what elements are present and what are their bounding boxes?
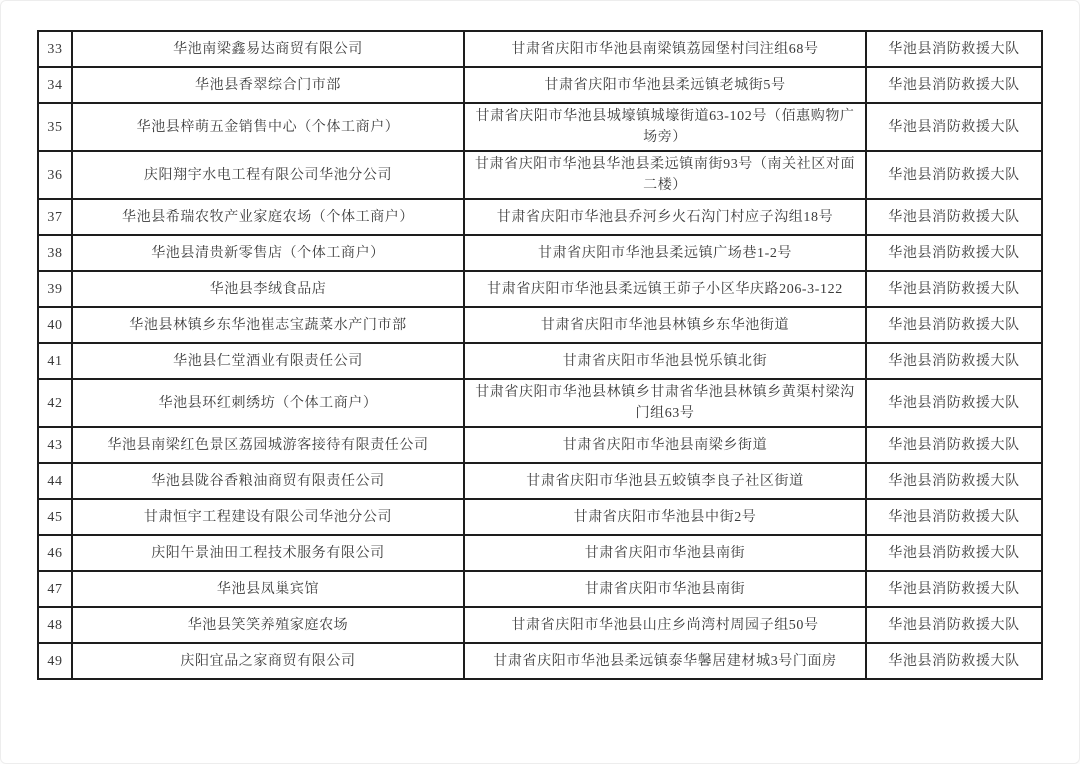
address-cell: 甘肃省庆阳市华池县柔远镇广场巷1-2号 — [464, 235, 866, 271]
address-cell: 甘肃省庆阳市华池县柔远镇泰华馨居建材城3号门面房 — [464, 643, 866, 679]
unit-cell: 华池县消防救援大队 — [866, 307, 1042, 343]
row-number-cell: 33 — [38, 31, 72, 67]
unit-cell: 华池县消防救援大队 — [866, 499, 1042, 535]
company-name-cell: 华池县仁堂酒业有限责任公司 — [72, 343, 464, 379]
company-name-cell: 华池南梁鑫易达商贸有限公司 — [72, 31, 464, 67]
table-row — [38, 343, 1042, 379]
row-number-cell: 39 — [38, 271, 72, 307]
company-name-cell: 华池县环红刺绣坊（个体工商户） — [72, 379, 464, 427]
row-number-cell: 48 — [38, 607, 72, 643]
unit-cell: 华池县消防救援大队 — [866, 571, 1042, 607]
address-cell: 甘肃省庆阳市华池县中街2号 — [464, 499, 866, 535]
company-name-cell: 华池县清贵新零售店（个体工商户） — [72, 235, 464, 271]
table-row — [38, 535, 1042, 571]
address-cell: 甘肃省庆阳市华池县林镇乡东华池街道 — [464, 307, 866, 343]
table-row — [38, 151, 1042, 199]
table-row — [38, 499, 1042, 535]
table-row — [38, 271, 1042, 307]
row-number-cell: 45 — [38, 499, 72, 535]
row-number-cell: 41 — [38, 343, 72, 379]
unit-cell: 华池县消防救援大队 — [866, 379, 1042, 427]
company-name-cell: 华池县林镇乡东华池崔志宝蔬菜水产门市部 — [72, 307, 464, 343]
row-number-cell: 49 — [38, 643, 72, 679]
address-cell: 甘肃省庆阳市华池县南梁镇荔园堡村闫注组68号 — [464, 31, 866, 67]
table-row — [38, 307, 1042, 343]
address-cell: 甘肃省庆阳市华池县乔河乡火石沟门村应子沟组18号 — [464, 199, 866, 235]
table-row — [38, 235, 1042, 271]
table-row — [38, 31, 1042, 67]
unit-cell: 华池县消防救援大队 — [866, 199, 1042, 235]
company-name-cell: 华池县希瑞农牧产业家庭农场（个体工商户） — [72, 199, 464, 235]
unit-cell: 华池县消防救援大队 — [866, 271, 1042, 307]
address-cell: 甘肃省庆阳市华池县南街 — [464, 571, 866, 607]
address-cell: 甘肃省庆阳市华池县柔远镇王茆子小区华庆路206-3-122 — [464, 271, 866, 307]
company-name-cell: 庆阳宜品之家商贸有限公司 — [72, 643, 464, 679]
company-name-cell: 华池县香翠综合门市部 — [72, 67, 464, 103]
company-name-cell: 华池县陇谷香粮油商贸有限责任公司 — [72, 463, 464, 499]
row-number-cell: 42 — [38, 379, 72, 427]
unit-cell: 华池县消防救援大队 — [866, 103, 1042, 151]
row-number-cell: 44 — [38, 463, 72, 499]
unit-cell: 华池县消防救援大队 — [866, 427, 1042, 463]
row-number-cell: 38 — [38, 235, 72, 271]
address-cell: 甘肃省庆阳市华池县华池县柔远镇南街93号（南关社区对面二楼） — [464, 151, 866, 199]
row-number-cell: 37 — [38, 199, 72, 235]
unit-cell: 华池县消防救援大队 — [866, 643, 1042, 679]
company-name-cell: 华池县南梁红色景区荔园城游客接待有限责任公司 — [72, 427, 464, 463]
row-number-cell: 46 — [38, 535, 72, 571]
company-name-cell: 华池县笑笑养殖家庭农场 — [72, 607, 464, 643]
row-number-cell: 47 — [38, 571, 72, 607]
unit-cell: 华池县消防救援大队 — [866, 535, 1042, 571]
unit-cell: 华池县消防救援大队 — [866, 151, 1042, 199]
unit-cell: 华池县消防救援大队 — [866, 235, 1042, 271]
unit-cell: 华池县消防救援大队 — [866, 343, 1042, 379]
address-cell: 甘肃省庆阳市华池县南街 — [464, 535, 866, 571]
unit-cell: 华池县消防救援大队 — [866, 31, 1042, 67]
table-row — [38, 427, 1042, 463]
address-cell: 甘肃省庆阳市华池县山庄乡尚湾村周园子组50号 — [464, 607, 866, 643]
table-row — [38, 607, 1042, 643]
company-name-cell: 庆阳翔宇水电工程有限公司华池分公司 — [72, 151, 464, 199]
table-body — [38, 31, 1042, 679]
row-number-cell: 34 — [38, 67, 72, 103]
unit-cell: 华池县消防救援大队 — [866, 463, 1042, 499]
address-cell: 甘肃省庆阳市华池县林镇乡甘肃省华池县林镇乡黄渠村梁沟门组63号 — [464, 379, 866, 427]
row-number-cell: 43 — [38, 427, 72, 463]
business-units-table — [37, 30, 1043, 680]
address-cell: 甘肃省庆阳市华池县悦乐镇北街 — [464, 343, 866, 379]
row-number-cell: 40 — [38, 307, 72, 343]
row-number-cell: 35 — [38, 103, 72, 151]
table-row — [38, 571, 1042, 607]
table-row — [38, 199, 1042, 235]
company-name-cell: 庆阳午景油田工程技术服务有限公司 — [72, 535, 464, 571]
company-name-cell: 华池县凤巢宾馆 — [72, 571, 464, 607]
company-name-cell: 甘肃恒宇工程建设有限公司华池分公司 — [72, 499, 464, 535]
unit-cell: 华池县消防救援大队 — [866, 67, 1042, 103]
row-number-cell: 36 — [38, 151, 72, 199]
table-row — [38, 643, 1042, 679]
unit-cell: 华池县消防救援大队 — [866, 607, 1042, 643]
table-row — [38, 103, 1042, 151]
address-cell: 甘肃省庆阳市华池县城壕镇城壕街道63-102号（佰惠购物广场旁） — [464, 103, 866, 151]
table-row — [38, 379, 1042, 427]
address-cell: 甘肃省庆阳市华池县柔远镇老城街5号 — [464, 67, 866, 103]
company-name-cell: 华池县李绒食品店 — [72, 271, 464, 307]
address-cell: 甘肃省庆阳市华池县五蛟镇李良子社区街道 — [464, 463, 866, 499]
table-row — [38, 67, 1042, 103]
address-cell: 甘肃省庆阳市华池县南梁乡街道 — [464, 427, 866, 463]
table-row — [38, 463, 1042, 499]
company-name-cell: 华池县梓萌五金销售中心（个体工商户） — [72, 103, 464, 151]
